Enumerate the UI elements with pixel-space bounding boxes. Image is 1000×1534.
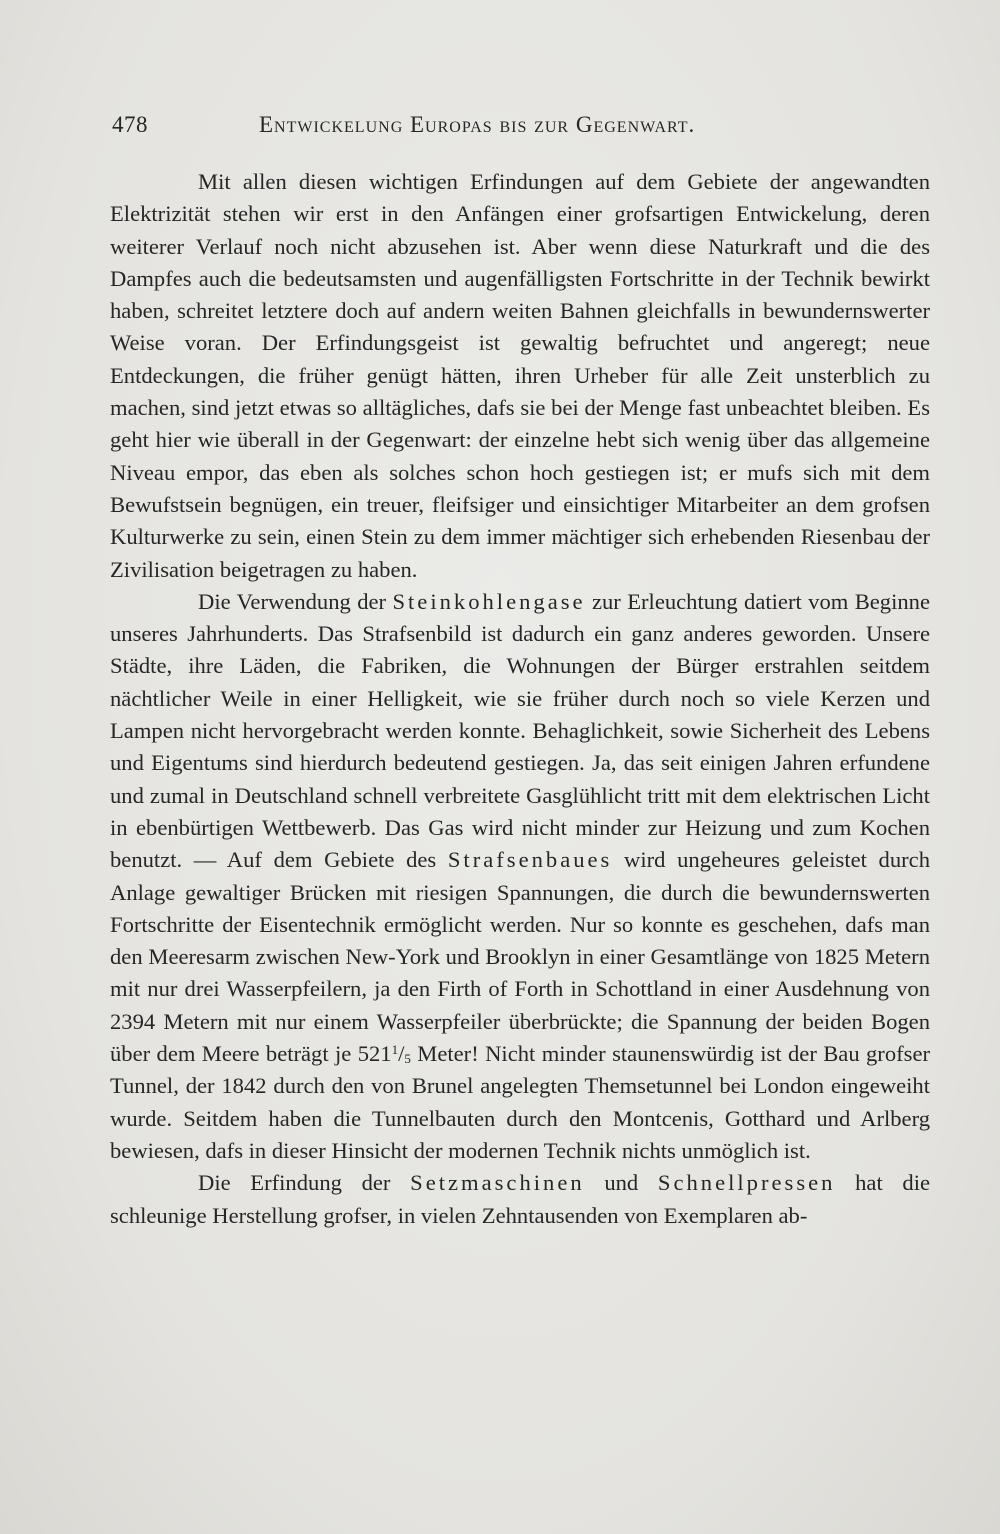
page-header [112,112,892,142]
running-head: Entwickelung Europas bis zur Gegenwart. [259,112,696,137]
paragraph-gas-and-bridges [110,586,930,1167]
fraction-numerator: 1 [391,1042,399,1058]
paragraph-text: Mit allen diesen wichtigen Erfindungen auf dem Gebiete der angewandten Elektrizität stehen wir erst in den Anfängen einer grofsartigen Entwickelung, deren weiterer Verlauf noch nicht abzusehen ist. Aber wenn diese Naturkraft und die des Dampfes auch die bedeutsamsten und augenfälligsten Fortschritte in der Technik bewirkt haben, schreitet letztere doch auf andern weiten Bahnen gleichfalls in bewundernswerter Weise voran. Der Erfindungsgeist ist gewaltig befruchtet und angeregt; neue Entdeckungen, die früher genügt hätten, ihren Urheber für alle Zeit unsterblich zu machen, sind jetzt etwas so alltägliches, dafs sie bei der Menge fast unbeachtet bleiben. Es geht hier wie überall in der Gegenwart: der einzelne hebt sich wenig über das allgemeine Niveau empor, das eben als solches schon hoch gestiegen ist; er mufs sich mit dem Bewufstsein begnügen, ein treuer, fleifsiger und einsichtiger Mitarbeiter an dem grofsen Kulturwerke zu sein, einen Stein zu dem immer mächtiger sich erhebenden Riesenbau der Zivilisation beigetragen zu haben. [110,169,930,582]
paragraph-text: Meter! Nicht minder staunenswürdig ist der Bau grofser Tunnel, der 1842 durch den von Brunel angelegten Themsetunnel bei London eingeweiht wurde. Seitdem haben die Tunnelbauten durch den Montcenis, Gotthard und Arlberg bewiesen, dafs in dieser Hinsicht der modernen Technik nichts unmöglich ist. [110,1041,930,1163]
spaced-term: Steinkohlengase [392,588,586,614]
paragraph-printing [110,1167,930,1232]
fraction-separator: / [398,1041,405,1067]
paragraph-electricity [110,166,930,586]
paragraph-text: wird ungeheures geleistet durch Anlage gewaltiger Brücken mit riesigen Spannungen, die durch die bewundernswerten Fortschritte der Eisentechnik ermöglicht werden. Nur so konnte es geschehen, dafs man den Meeresarm zwischen New-York und Brooklyn in einer Gesamtlänge von 1825 Metern mit nur drei Wasserpfeilern, ja den Firth of Forth in Schottland in einer Ausdehnung von 2394 Metern mit nur einem Wasserpfeiler überbrückte; die Spannung der beiden Bogen über dem Meere beträgt je 521 [110,847,931,1067]
paragraph-text: Die Verwendung der [198,588,393,614]
spaced-term: Setzmaschinen [410,1170,585,1196]
paragraph-text: Die Erfindung der [198,1170,411,1196]
paragraph-text: zur Erleuchtung datiert vom Beginne unseres Jahrhunderts. Das Strafsenbild ist dadurch ein ganz anderes geworden. Unsere Städte, ihre Läden, die Fabriken, die Wohnungen der Bürger erstrahlen seitdem nächtlicher Weile in einer Helligkeit, wie sie früher durch noch so viele Kerzen und Lampen nicht hervorgebracht werden konnte. Behaglichkeit, sowie Sicherheit des Lebens und Eigentums sind hierdurch bedeutend gestiegen. Ja, das seit einigen Jahren erfundene und zumal in Deutschland schnell verbreitete Gasglühlicht tritt mit dem elektrischen Licht in ebenbürtigen Wettbewerb. Das Gas wird nicht minder zur Heizung und zum Kochen benutzt. — Auf dem Gebiete des [110,588,931,873]
body-text [110,166,930,1232]
spaced-term: Strafsenbaues [447,847,613,873]
spaced-term: Schnellpressen [657,1170,836,1196]
paragraph-text: und [584,1170,658,1196]
page-number: 478 [112,112,148,137]
paragraph-text: hat die schleunige Herstellung grofser, in vielen Zehntausenden von Exemplaren ab- [110,1170,930,1228]
fraction-denominator: 5 [404,1051,411,1067]
